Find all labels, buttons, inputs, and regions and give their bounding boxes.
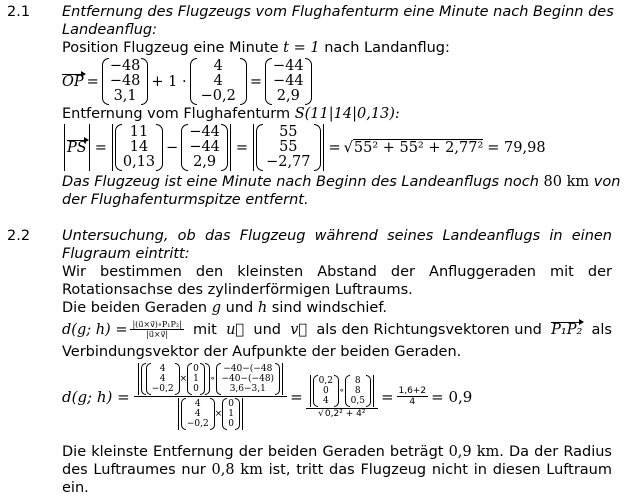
calc-simple-fraction: $\frac{1,6+2}{4}$ [398, 386, 427, 407]
conclusion-2-2-line1: Die kleinste Entfernung der beiden Geraden beträgt 0,9 km. Da der Radius [62, 444, 612, 460]
vector-a: −48 −48 3,1 [102, 58, 149, 105]
calc-result: = 0,9 [431, 387, 473, 406]
ps-vector-label: PS [67, 139, 87, 156]
distance-text: Entfernung vom Flughafenturm [62, 106, 295, 122]
conclusion-2-1-line2: der Flughafenturmspitze entfernt. [62, 192, 309, 208]
op-equation: OP = −48 −48 3,1 + 1 · 4 4 −0,2 = −44 −44 2,9 [62, 58, 312, 105]
position-line [62, 40, 450, 56]
paragraph-line1: Wir bestimmen den kleinsten Abstand der Anfluggeraden mit der [62, 264, 612, 280]
distance-formula-fraction: $\frac{\text{|(u⃗×v⃗)∘P₁P₂|}}{|u⃗\times v⃗|}$ [132, 320, 182, 339]
paragraph-line2: Rotationsachse des zylinderförmigen Luftraums. [62, 282, 413, 298]
t-value: t = 1 [283, 40, 320, 56]
position-end: nach Landanflug: [319, 40, 450, 56]
distance-formula-line: d(g; h) = $\frac{\text{|(u⃗×v⃗)∘P₁P₂|}}{|u⃗\times v⃗|}$ mit u⃗ und v⃗ als den Richtungsvektoren und P₁P₂ als [62, 320, 612, 339]
paragraph-line3: Die beiden Geraden g und h sind windschief. [62, 300, 387, 316]
coefficient: + 1 · [151, 73, 187, 90]
position-text: Position Flugzeug eine Minute [62, 40, 284, 56]
calc-reduced-fraction: 0,2 0 4 ∘ 8 8 0,5 √0,2² + 4² [306, 374, 378, 419]
distance-line [62, 106, 400, 122]
sqrt-expression: 55² + 55² + 2,77² [353, 140, 484, 156]
op-vector-label: OP [62, 73, 84, 90]
calc-equation: d(g; h) = 4 4 −0,2 × 0 1 0 ∘ −40−(−48 −40−(−48) 3,6−3,1 4 4 −0,2 × 0 1 0 = 0,2 0 4 ∘ 8 8 0,5 √0,2² + 4² = $\frac{1,6+2}{4}$ = 0,9 [62, 364, 473, 429]
paragraph-line5: Verbindungsvektor der Aufpunkte der beiden Geraden. [62, 344, 462, 360]
conclusion-2-2-line3: ein. [62, 480, 89, 496]
section-heading-2-1-line2: Landeanflug: [62, 22, 158, 38]
ps-equation: PS = 11 14 0,13 − −44 −44 2,9 = 55 55 −2,77 = √ 55² + 55² + 2,77² = 79,98 [62, 124, 546, 171]
section-number-2-2: 2.2 [7, 228, 31, 244]
vector-result: −44 −44 2,9 [265, 58, 312, 105]
tower-point: S(11|14|0,13): [294, 106, 400, 122]
distance-result: = 79,98 [487, 139, 546, 156]
conclusion-2-2-line2: des Luftraumes nur 0,8 km ist, tritt das Flugzeug nicht in diesen Luftraum [62, 462, 612, 478]
section-heading-2-2-line1: Untersuchung, ob das Flugzeug während seines Landeanflugs in einen [62, 228, 612, 244]
section-number-2-1: 2.1 [7, 4, 31, 20]
calc-big-fraction: 4 4 −0,2 × 0 1 0 ∘ −40−(−48 −40−(−48) 3,6−3,1 4 4 −0,2 × 0 1 0 [134, 362, 287, 431]
section-heading-2-2-line2: Flugraum eintritt: [62, 246, 190, 262]
section-heading-2-1-line1: Entfernung des Flugzeugs vom Flughafenturm eine Minute nach Beginn des [62, 4, 614, 20]
conclusion-2-1-line1: Das Flugzeug ist eine Minute nach Beginn des Landeanflugs noch 80 km von [62, 174, 621, 190]
distance-km: 80 km [543, 174, 590, 190]
formula-lhs: d(g; h) = [62, 321, 128, 338]
vector-direction: 4 4 −0,2 [190, 58, 247, 105]
